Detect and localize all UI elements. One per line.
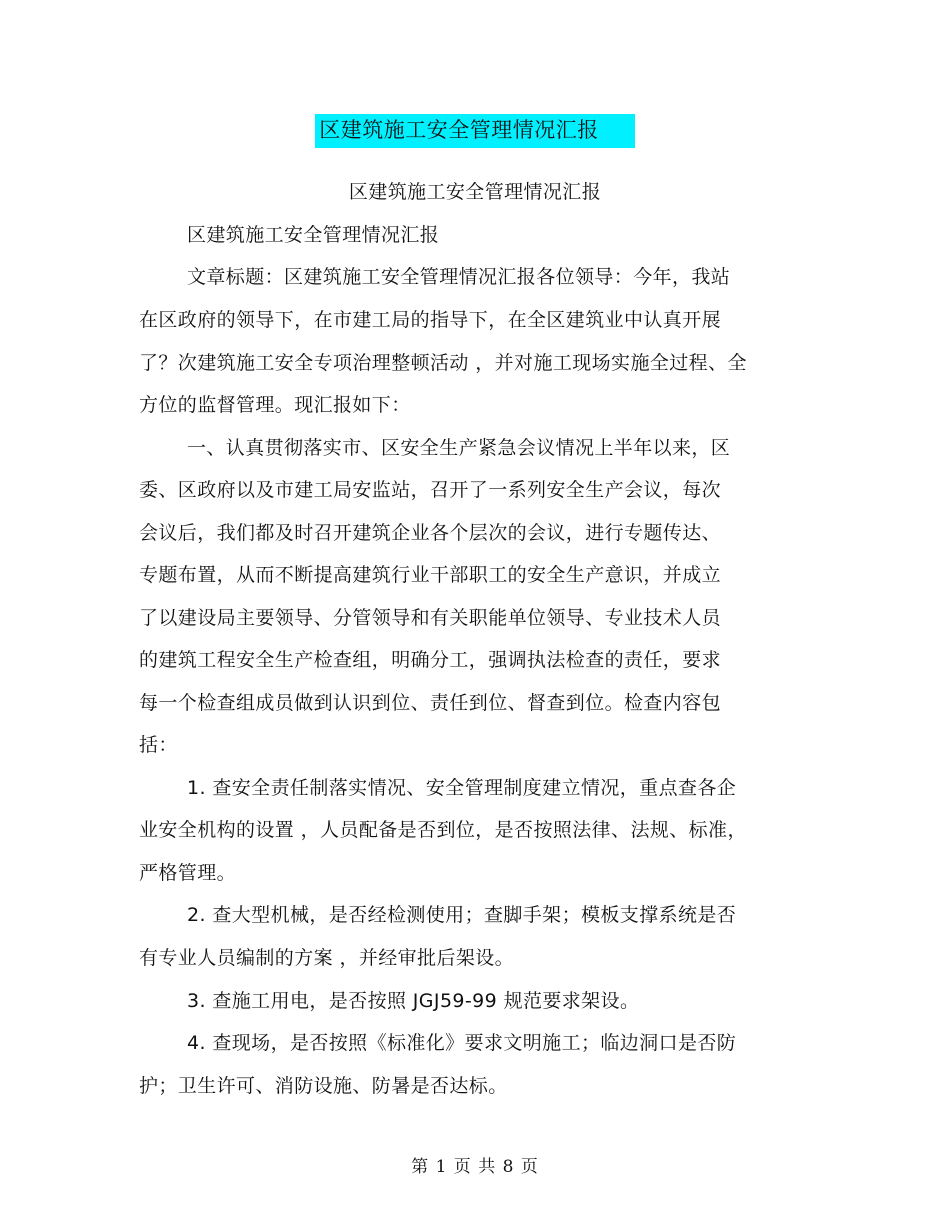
- body-line: 1. 查安全责任制落实情况、安全管理制度建立情况，重点查各企: [187, 777, 737, 799]
- body-line: 括：: [139, 734, 178, 756]
- body-line: 的建筑工程安全生产检查组，明确分工，强调执法检查的责任，要求: [139, 649, 722, 671]
- body-line: 会议后，我们都及时召开建筑企业各个层次的会议，进行专题传达、: [139, 522, 722, 544]
- body-line: 护；卫生许可、消防设施、防暑是否达标。: [139, 1075, 508, 1097]
- body-line: 3. 查施工用电，是否按照 JGJ59-99 规范要求架设。: [187, 990, 640, 1012]
- body-line: 每一个检查组成员做到认识到位、责任到位、督查到位。检查内容包: [139, 692, 722, 714]
- body-line: 专题布置，从而不断提高建筑行业干部职工的安全生产意识，并成立: [139, 564, 722, 586]
- body-line: 有专业人员编制的方案 ，并经审批后架设。: [139, 947, 515, 969]
- body-line: 严格管理。: [139, 862, 237, 884]
- title-wrap: [0, 114, 950, 148]
- document-title: 区建筑施工安全管理情况汇报: [315, 114, 635, 148]
- body-line: 4. 查现场，是否按照《标准化》要求文明施工；临边洞口是否防: [187, 1032, 737, 1054]
- body-line: 文章标题：区建筑施工安全管理情况汇报各位领导：今年，我站: [187, 266, 731, 288]
- body-line: 业安全机构的设置 ，人员配备是否到位，是否按照法律、法规、标准，: [139, 819, 747, 841]
- page-footer: 第 1 页 共 8 页: [411, 1157, 539, 1177]
- body-line: 了以建设局主要领导、分管领导和有关职能单位领导、专业技术人员: [139, 607, 722, 629]
- body-line: 了？次建筑施工安全专项治理整顿活动 ，并对施工现场实施全过程、全: [139, 352, 747, 374]
- body-line: 委、区政府以及市建工局安监站，召开了一系列安全生产会议，每次: [139, 479, 722, 501]
- body-line: 在区政府的领导下，在市建工局的指导下，在全区建筑业中认真开展: [139, 309, 722, 331]
- body-line: 一、认真贯彻落实市、区安全生产紧急会议情况上半年以来，区: [187, 437, 731, 459]
- body-line: 区建筑施工安全管理情况汇报: [187, 224, 440, 246]
- body-line: 方位的监督管理。现汇报如下：: [139, 394, 411, 416]
- body-line: 2. 查大型机械，是否经检测使用；查脚手架；模板支撑系统是否: [187, 904, 737, 926]
- subtitle-line: 区建筑施工安全管理情况汇报: [348, 181, 602, 203]
